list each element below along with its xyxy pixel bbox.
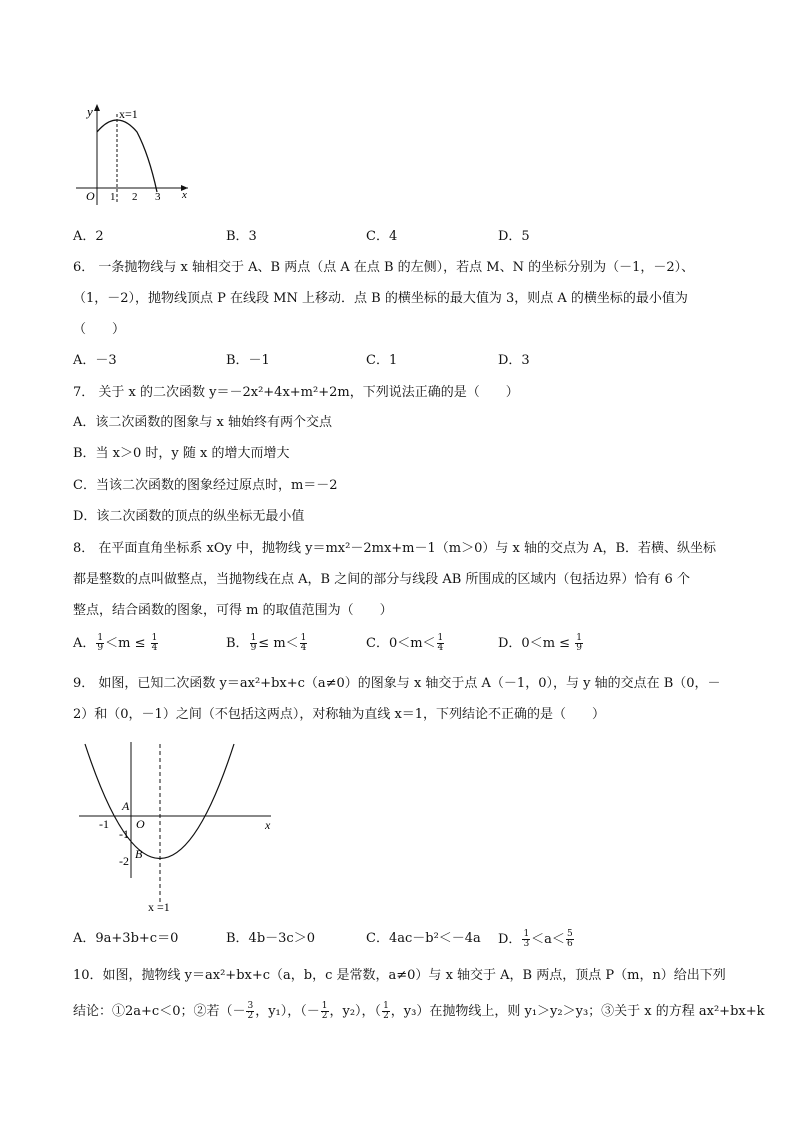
x-axis-label: x xyxy=(265,818,271,832)
q8-a-frac-1: $\frac{1}{9}$ xyxy=(97,633,104,653)
q5-option-b[interactable]: B．3 xyxy=(226,229,257,244)
q9-line-2: 2）和（0，－1）之间（不包括这两点），对称轴为直线 x＝1，下列结论不正确的是（ ） xyxy=(73,707,606,722)
q8-option-d[interactable]: D．0＜m ≤ $\frac{1}{9}$ xyxy=(498,633,582,653)
q5-option-c[interactable]: C．4 xyxy=(366,229,398,244)
symmetry-axis-label: x =1 xyxy=(148,900,170,914)
q7-option-b[interactable]: B．当 x＞0 时，y 随 x 的增大而增大 xyxy=(73,446,290,461)
q8-line-2: 都是整数的点叫做整点，当抛物线在点 A，B 之间的部分与线段 AB 所围成的区域内（包括边界）恰有 6 个 xyxy=(73,572,690,587)
q8-option-b[interactable]: B． $\frac{1}{9}$ ≤ m＜ $\frac{1}{4}$ xyxy=(226,633,307,653)
x-axis-label: x xyxy=(182,189,187,201)
tick-label-3: 3 xyxy=(155,191,161,203)
point-a-label: A xyxy=(122,799,130,813)
q7-option-d[interactable]: D．该二次函数的顶点的纵坐标无最小值 xyxy=(73,509,305,524)
q9-d-frac-1: $\frac{1}{3}$ xyxy=(523,929,530,949)
tick-label-1: 1 xyxy=(110,191,116,203)
q8-d-frac: $\frac{1}{9}$ xyxy=(576,633,582,653)
symmetry-axis-label: x=1 xyxy=(119,107,138,121)
q6-line-2: （1，－2），抛物线顶点 P 在线段 MN 上移动．点 B 的横坐标的最大值为 3，则点 A 的横坐标的最小值为 xyxy=(73,291,688,306)
q7-option-c[interactable]: C．当该二次函数的图象经过原点时，m＝－2 xyxy=(73,478,338,493)
q7-option-a[interactable]: A．该二次函数的图象与 x 轴始终有两个交点 xyxy=(73,415,332,430)
origin-label: O xyxy=(136,817,145,831)
q6-option-a[interactable]: A．－3 xyxy=(73,353,117,368)
q8-c-frac: $\frac{1}{4}$ xyxy=(437,633,444,653)
q10-frac-1: $\frac{3}{2}$ xyxy=(247,1001,254,1021)
q9-graph xyxy=(73,738,288,918)
tick-label-2: 2 xyxy=(132,191,138,203)
y-axis-label: y xyxy=(87,104,93,119)
tick-minus-1-x: -1 xyxy=(99,817,109,831)
origin-label: O xyxy=(86,189,95,203)
q6-line-1: 6． 一条抛物线与 x 轴相交于 A、B 两点（点 A 在点 B 的左侧），若点 M、N 的坐标分别为（－1，－2）、 xyxy=(73,260,695,275)
tick-minus-1-y: -1 xyxy=(119,827,129,841)
q9-option-b[interactable]: B．4b－3c＞0 xyxy=(226,931,315,946)
q8-b-frac-2: $\frac{1}{4}$ xyxy=(300,633,307,653)
q6-line-3: （ ） xyxy=(73,322,126,337)
q7-stem: 7． 关于 x 的二次函数 y＝－2x²+4x+m²+2m，下列说法正确的是（ ） xyxy=(73,385,519,400)
q5-option-d[interactable]: D．5 xyxy=(498,229,530,244)
q8-line-3: 整点，结合函数的图象，可得 m 的取值范围为（ ） xyxy=(73,603,393,618)
q9-option-d[interactable]: D． $\frac{1}{3}$ ＜a＜ $\frac{5}{6}$ xyxy=(498,929,573,949)
q8-option-a[interactable]: A． $\frac{1}{9}$ ＜m ≤ $\frac{1}{4}$ xyxy=(73,633,158,653)
q5-graph xyxy=(70,100,200,210)
q8-b-frac-1: $\frac{1}{9}$ xyxy=(250,633,257,653)
q9-d-frac-2: $\frac{5}{6}$ xyxy=(566,929,573,949)
q6-option-d[interactable]: D．3 xyxy=(498,353,530,368)
q8-line-1: 8． 在平面直角坐标系 xOy 中，抛物线 y＝mx²－2mx+m－1（m＞0）与 x 轴的交点为 A，B．若横、纵坐标 xyxy=(73,541,717,556)
q9-option-c[interactable]: C．4ac－b²＜－4a xyxy=(366,931,481,946)
q8-option-c[interactable]: C．0＜m＜ $\frac{1}{4}$ xyxy=(366,633,444,653)
point-b-label: B xyxy=(135,847,143,861)
q10-frac-2: $\frac{1}{2}$ xyxy=(321,1001,328,1021)
q10-frac-3: $\frac{1}{2}$ xyxy=(383,1001,389,1021)
q9-line-1: 9． 如图，已知二次函数 y＝ax²+bx+c（a≠0）的图象与 x 轴交于点 A（－1，0），与 y 轴的交点在 B（0，－ xyxy=(73,676,721,691)
tick-minus-2-y: -2 xyxy=(119,854,129,868)
q8-a-frac-2: $\frac{1}{4}$ xyxy=(151,633,158,653)
q6-option-b[interactable]: B．－1 xyxy=(226,353,270,368)
q10-line-2: 结论：①2a+c＜0；②若（－ $\frac{3}{2}$ ，y₁），（－ $\frac{1}{2}$ ，y₂），（ $\frac{1}{2}$ ，y₃）在抛物线上，则 y₁＞y₂＞y₃；③关于 x 的方程 ax²+bx+k xyxy=(73,1001,765,1021)
q9-option-a[interactable]: A．9a+3b+c＝0 xyxy=(73,931,179,946)
q8-a-prefix: A． xyxy=(73,636,96,651)
q10-line-1: 10．如图，抛物线 y＝ax²+bx+c（a，b，c 是常数，a≠0）与 x 轴交于 A，B 两点，顶点 P（m，n）给出下列 xyxy=(73,968,726,983)
q6-option-c[interactable]: C．1 xyxy=(366,353,398,368)
q5-option-a[interactable]: A．2 xyxy=(73,229,104,244)
